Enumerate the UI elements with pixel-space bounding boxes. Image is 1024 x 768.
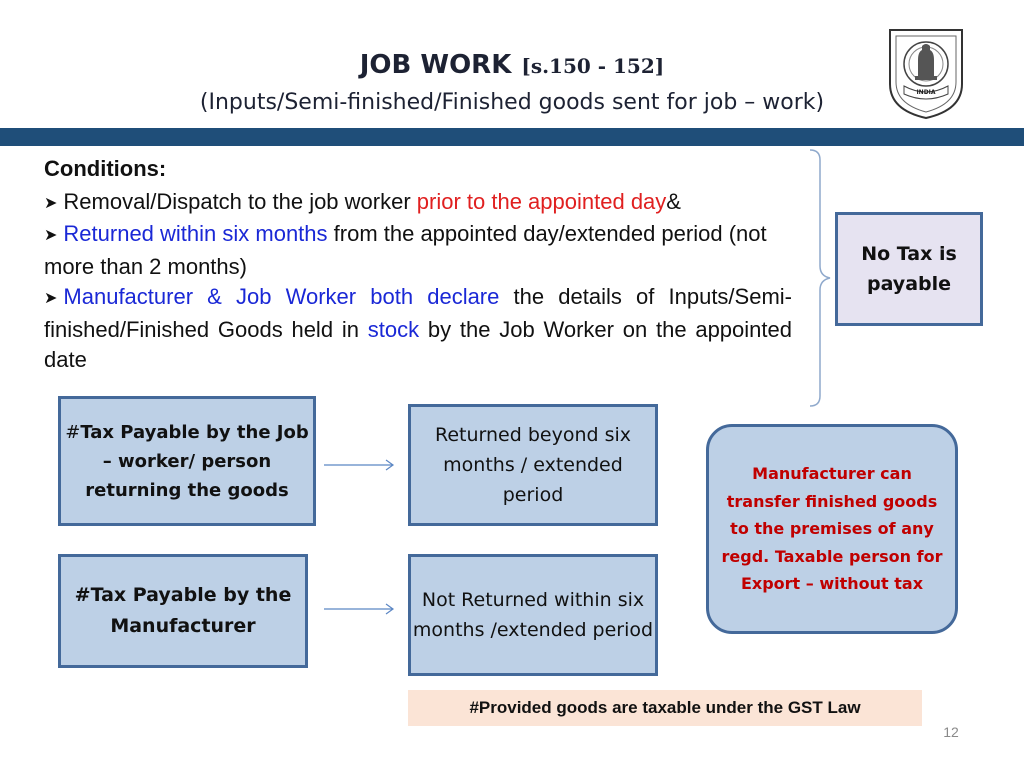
arrow-bullet-icon: ➤ [44, 227, 58, 244]
right-brace-icon [808, 148, 834, 408]
condition-1-highlight: prior to the appointed day [416, 188, 667, 214]
condition-3-highlight: Manufacturer & Job Worker both declare [63, 284, 500, 309]
hash-marker: # [74, 584, 91, 606]
condition-1-text: Removal/Dispatch to the job worker [63, 188, 417, 214]
right-arrow-icon [324, 458, 396, 472]
tax-payable-manufacturer-text [61, 580, 305, 642]
condition-2-highlight: Returned within six months [63, 221, 328, 246]
condition-3-text: the details of Inputs/Semi-finished/Finished Goods held in [44, 284, 792, 342]
page-number: 12 [943, 724, 959, 740]
arrow-bullet-icon: ➤ [44, 194, 58, 212]
condition-3-stock: stock [367, 316, 420, 342]
conditions-heading: Conditions: [44, 156, 167, 181]
tax-payable-jobworker-box [58, 396, 316, 526]
tax-payable-manufacturer-box [58, 554, 308, 668]
hash-marker: # [65, 421, 81, 443]
section-reference: [s.150 - 152] [521, 54, 665, 78]
condition-1-ampersand: & [666, 188, 681, 214]
manufacturer-note-text: Manufacturer can transfer finished goods to the premises of any regd. Taxable person for Export – without tax [721, 464, 943, 594]
condition-2-text: from the appointed day/extended period (not more than 2 months) [44, 221, 767, 279]
condition-3-text-end: by the Job Worker on the appointed date [44, 316, 792, 372]
manufacturer-note-box [706, 424, 958, 634]
footnote: #Provided goods are taxable under the GST Law [408, 690, 922, 726]
returned-beyond-text: Returned beyond six months / extended period [434, 424, 632, 506]
slide-title-text: JOB WORK [359, 50, 512, 80]
emblem-label: INDIA [916, 89, 936, 96]
condition-item-3 [44, 282, 792, 376]
slide-subtitle: (Inputs/Semi-finished/Finished goods sent for job – work) [199, 90, 825, 115]
right-arrow-icon [324, 602, 396, 616]
tax-payable-manufacturer-label: Tax Payable by the Manufacturer [90, 584, 292, 637]
arrow-bullet-icon: ➤ [44, 290, 58, 307]
returned-beyond-box [408, 404, 658, 526]
conditions-block [44, 154, 792, 376]
not-returned-text: Not Returned within six months /extended period [412, 589, 654, 641]
not-returned-box [408, 554, 658, 676]
condition-item-2 [44, 219, 792, 282]
slide-title [0, 50, 1024, 80]
no-tax-box: No Tax is payable [835, 212, 983, 326]
emblem-icon [884, 24, 968, 120]
header-band [0, 128, 1024, 146]
condition-item-1 [44, 187, 792, 220]
tax-payable-jobworker-text [61, 418, 313, 505]
tax-payable-jobworker-label: Tax Payable by the Job – worker/ person returning the goods [80, 421, 309, 501]
